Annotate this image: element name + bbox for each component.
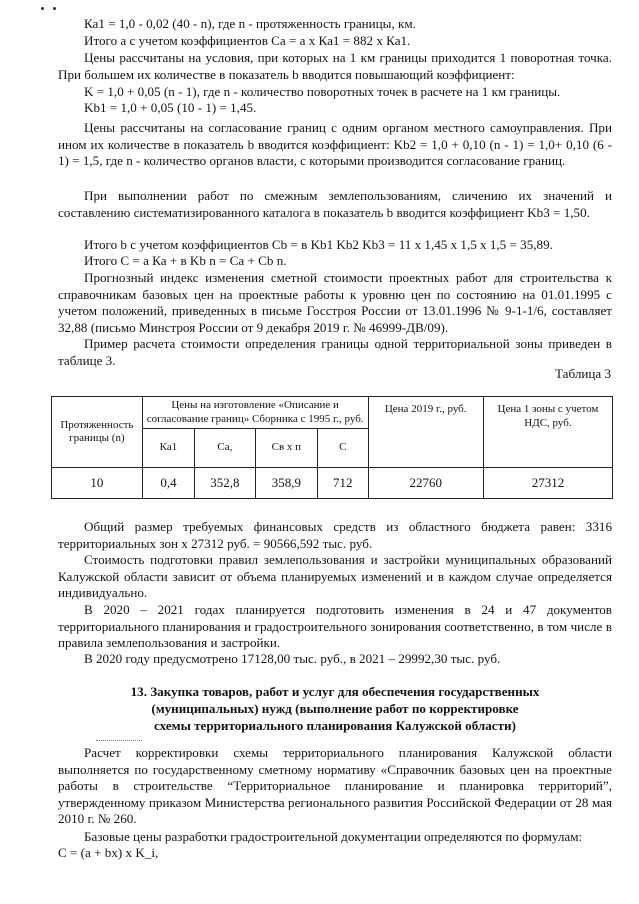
divider — [96, 740, 142, 741]
paragraph-scheme-calculation: Расчет корректировки схемы территориального планирования Калужской области выполняется по государственному сметному нормативу «Справочник базовых цен на проектные работы в строительстве “Территориальное планирование и планировка территорий”, утвержденному приказом Министерства регионального развития Российской Федерации от 28 мая 2010 г. № 260. — [58, 745, 612, 827]
table-cell: 358,9 — [255, 468, 317, 499]
paragraph-forecast-index: Прогнозный индекс изменения сметной стоимости проектных работ для строительства к справочникам базовых цен на проектные работы к уровню цен по состоянию на 01.01.1995 с учетом положений, приведенных в письме Госстроя России от 13.01.1996 № 9-1-1/6, составляет 32,88 (письмо Минстроя России от 9 декабря 2019 г. № 46999-ДВ/09). — [58, 270, 612, 335]
scan-mark — [41, 7, 44, 10]
formula-base-price: С = (а + bх) х K_i, — [58, 845, 159, 860]
scan-mark — [53, 7, 56, 10]
table-cell: 0,4 — [142, 468, 194, 499]
paragraph-adjacent: При выполнении работ по смежным землепользованиям, сличению их значений и составлению систематизированного каталога в показатель b вводится коэффициент Kb3 = 1,50. — [58, 188, 612, 220]
formula-kb1: Kb1 = 1,0 + 0,05 (10 - 1) = 1,45. — [84, 100, 257, 115]
table-cell: 22760 — [368, 468, 483, 499]
formula-c: Итого С = а Ка + в Kb n = Са + Сb n. — [84, 253, 287, 268]
header-zone-price: Цена 1 зоны с учетом НДС, руб. — [483, 397, 612, 468]
paragraph-turn-points: Цены рассчитаны на условия, при которых на 1 км границы приходится 1 поворотная точка. При большем их количестве в показатель b вводится повышающий коэффициент: — [58, 50, 612, 82]
formula-cb: Итого b с учетом коэффициентов Cb = в Kb1 Kb2 Kb3 = 11 х 1,45 х 1,5 х 1,5 = 35,89. — [84, 237, 553, 252]
paragraph-base-prices: Базовые цены разработки градостроительной документации определяются по формулам: — [84, 829, 583, 844]
paragraph-rules-cost: Стоимость подготовки правил землепользования и застройки муниципальных образований Калужской области зависит от объема планируемых изменений и в каждом случае определяется индивидуально. — [58, 552, 612, 601]
formula-k: K = 1,0 + 0,05 (n - 1), где n - количество поворотных точек в расчете на 1 км границы. — [84, 84, 561, 99]
subheader-cell: С — [318, 429, 368, 468]
section-heading-line: 13. Закупка товаров, работ и услуг для обеспечения государственных — [130, 684, 540, 699]
table-cell: 10 — [52, 468, 143, 499]
paragraph-total-budget: Общий размер требуемых финансовых средств из областного бюджета равен: 3316 территориальных зон х 27312 руб. = 90566,592 тыс. руб. — [58, 519, 612, 551]
table-row — [52, 468, 613, 499]
section-heading-line: схемы территориального планирования Калужской области) — [154, 718, 516, 733]
subheader-cell: Св х п — [255, 429, 317, 468]
table-caption: Таблица 3 — [555, 366, 611, 381]
formula-ka1: Ка1 = 1,0 - 0,02 (40 - n), где n - протяженность границы, км. — [84, 16, 416, 31]
table-cell: 712 — [318, 468, 368, 499]
formula-ca: Итого а с учетом коэффициентов Са = а х Ка1 = 882 х Ка1. — [84, 33, 411, 48]
table-cell: 27312 — [483, 468, 612, 499]
table-cell: 352,8 — [195, 468, 255, 499]
subheader-cell: Ка1 — [142, 429, 194, 468]
header-length: Протяженность границы (n) — [52, 397, 143, 468]
subheader-cell: Са, — [195, 429, 255, 468]
paragraph-planned-changes: В 2020 – 2021 годах планируется подготовить изменения в 24 и 47 документов территориального планирования и градостроительного зонирования соответственно, в том числе в правила землепользования и застройки. — [58, 602, 612, 651]
paragraph-approval: Цены рассчитаны на согласование границ с одним органом местного самоуправления. При ином их количестве в показатель b вводится коэффициент: Kb2 = 1,0 + 0,10 (n - 1) = 1,0+ 0,10 (6 - 1) = 1,5, где n - количество органов власти, с которыми производится согласование границ. — [58, 120, 612, 169]
price-table — [51, 396, 613, 499]
paragraph-funding: В 2020 году предусмотрено 17128,00 тыс. руб., в 2021 – 29992,30 тыс. руб. — [84, 651, 501, 666]
header-price-2019: Цена 2019 г., руб. — [368, 397, 483, 468]
section-heading-line: (муниципальных) нужд (выполнение работ по корректировке — [151, 701, 519, 716]
paragraph-example: Пример расчета стоимости определения границы одной территориальной зоны приведен в таблице 3. — [58, 336, 612, 368]
header-prices: Цены на изготовление «Описание и согласование границ» Сборника с 1995 г., руб. — [142, 397, 368, 429]
